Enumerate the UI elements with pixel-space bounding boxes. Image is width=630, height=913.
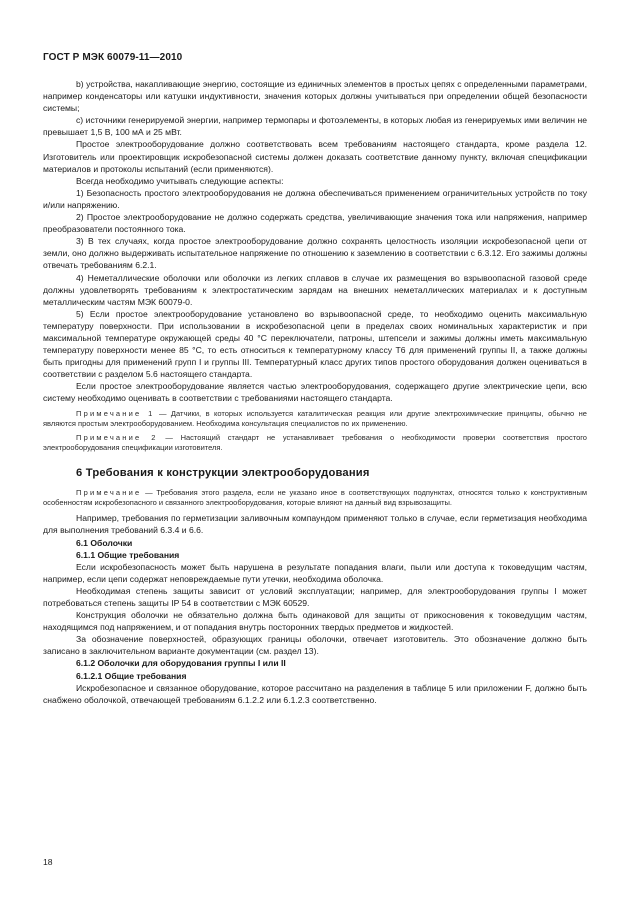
subsection-6-1-2-heading: 6.1.2 Оболочки для оборудования группы I или II: [76, 658, 286, 669]
subsection-6-1-1-heading: 6.1.1 Общие требования: [76, 549, 180, 560]
note-1: [43, 409, 587, 430]
paragraph-surface-designation: За обозначение поверхностей, образующих границы оболочки, отвечает изготовитель. Это обозначение должно быть записано в заключительном варианте документации (см. раздел 13).: [43, 634, 587, 657]
paragraph-enclosure-requirement: Искробезопасное и связанное оборудование, которое рассчитано на разделения в таблице 5 или приложении F, должно быть снабжено оболочкой, отвечающей требованиям 6.1.2.2 или 6.1.2.3 соответственно.: [43, 682, 587, 705]
paragraph-item-b: b) устройства, накапливающие энергию, состоящие из единичных элементов в простых цепях с определенными параметрами, например конденсаторы или катушки индуктивности, значения которых должны учитываться при определении общей безопасности системы;: [43, 79, 587, 114]
paragraph-sealing: Например, требования по герметизации заливочным компаундом применяют только в случае, если герметизация необходима для выполнения требований 6.3.4 и 6.6.: [43, 513, 587, 536]
paragraph-enclosure-construction: Конструкция оболочки не обязательно должна быть одинаковой для защиты от прикосновения к токоведущим частям, находящимся под напряжением, и от попадания внутрь посторонних твердых предметов и жидкостей.: [43, 610, 587, 633]
note-2: [43, 433, 587, 454]
paragraph-item-c: c) источники генерируемой энергии, например термопары и фотоэлементы, в которых любая из генерируемых ими величин не превышает 1,5 В, 100 мА и 25 мВт.: [43, 115, 587, 138]
paragraph-part-of-equipment: Если простое электрооборудование является частью электрооборудования, содержащего другие электрические цепи, всю систему необходимо оценивать в соответствии с требованиями настоящего стандарта.: [43, 381, 587, 404]
paragraph-aspect-2: 2) Простое электрооборудование не должно содержать средства, увеличивающие значения тока или напряжения, например преобразователи постоянного тока.: [43, 212, 587, 235]
paragraph-moisture: Если искробезопасность может быть нарушена в результате попадания влаги, пыли или доступа к токоведущим частям, например, если цепи содержат неповреждаемые пути утечки, необходима оболочка.: [43, 561, 587, 584]
note-section-6-label: Примечание: [76, 487, 142, 497]
paragraph-aspect-1: 1) Безопасность простого электрооборудования не должна обеспечиваться применением ограничительных устройств по току и/или напряжению.: [43, 187, 587, 210]
subsection-6-1-heading: 6.1 Оболочки: [76, 537, 133, 548]
note-1-text: — Датчики, в которых используется каталитическая реакция или другие электрохимические принципы, обычно не являются простым электрооборудованием. Необходима консультация специалистов по их применению.: [43, 408, 587, 428]
paragraph-simple-equipment: Простое электрооборудование должно соответствовать всем требованиям настоящего стандарта, кроме раздела 12. Изготовитель или проектировщик искробезопасной системы должен доказать соответствие данному пункту, включая спецификации материалов и протоколы испытаний (если применяются).: [43, 139, 587, 174]
note-2-text: — Настоящий стандарт не устанавливает требования о необходимости проверки соответствия простого электрооборудования спецификации изготовителя.: [43, 433, 587, 453]
subsection-6-1-2-1-heading: 6.1.2.1 Общие требования: [76, 670, 187, 681]
paragraph-ip-rating: Необходимая степень защиты зависит от условий эксплуатации; например, для электрооборудования группы I может потребоваться степень защиты IP 54 в соответствии с МЭК 60529.: [43, 585, 587, 608]
paragraph-aspects-intro: Всегда необходимо учитывать следующие аспекты:: [76, 175, 284, 186]
note-2-label: Примечание 2: [76, 433, 158, 443]
note-1-label: Примечание 1: [76, 408, 155, 418]
paragraph-aspect-5: 5) Если простое электрооборудование установлено во взрывоопасной среде, то необходимо оценить максимальную температуру поверхности. При использовании в искробезопасной цепи в пределах своих номинальных характеристик и при максимальной температуре окружающей среды 40 °С переключатели, патроны, штепсели и зажимы должны иметь максимальную температуру поверхности менее 85 °С, то есть относиться к температурному классу Т6 для применений группы II, а также должны быть пригодны для применений групп I и группы III. Температурный класс других типов простого оборудования должен оцениваться в соответствии с разделом 5.6 настоящего стандарта.: [43, 308, 587, 380]
page-body: [43, 78, 587, 706]
running-header: ГОСТ Р МЭК 60079-11—2010: [43, 52, 183, 63]
paragraph-aspect-4: 4) Неметаллические оболочки или оболочки из легких сплавов в случае их размещения во взрывоопасной газовой среде должны удовлетворять требованиям к электростатическим зарядам на внешних неметаллических материалах и к доступным металлическим частям МЭК 60079-0.: [43, 272, 587, 307]
note-section-6: [43, 488, 587, 509]
paragraph-aspect-3: 3) В тех случаях, когда простое электрооборудование должно сохранять целостность изоляции искробезопасной цепи от земли, оно должно выдерживать испытательное напряжение по отношению к заземлению в соответствии с 6.3.12. Его зажимы должны отвечать требованиям 6.2.1.: [43, 236, 587, 271]
page-number: 18: [43, 857, 53, 867]
section-6-heading: 6 Требования к конструкции электрооборудования: [76, 466, 370, 479]
note-section-6-text: — Требования этого раздела, если не указано иное в соответствующих подпунктах, относятся только к конструктивным особенностям искробезопасного и связанного электрооборудования, которые влияют на данный вид взрывозащиты.: [43, 487, 587, 508]
